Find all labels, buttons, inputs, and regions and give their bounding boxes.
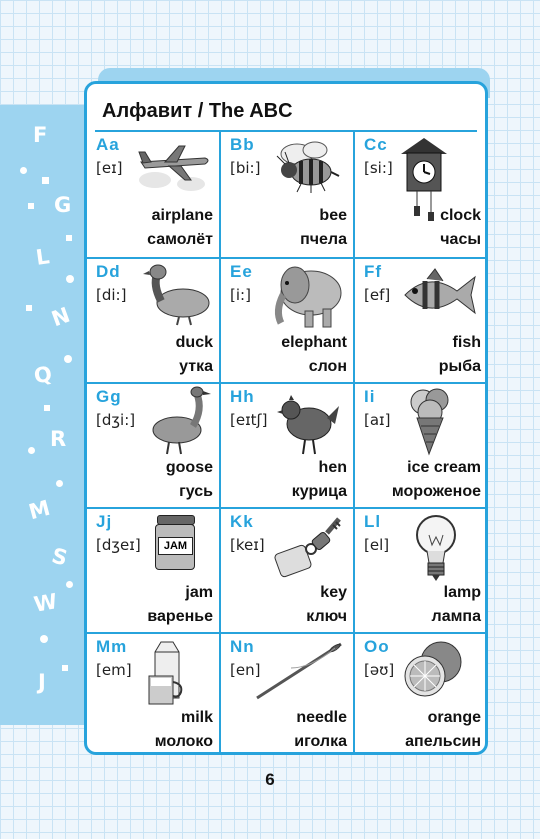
letter-pair: Bb: [230, 135, 255, 154]
side-letter: G: [54, 193, 72, 217]
transcription: [en]: [230, 661, 261, 679]
english-word: elephant: [281, 334, 347, 351]
decor-dot: [26, 305, 32, 311]
side-letter: R: [50, 427, 67, 451]
english-word: ice cream: [407, 459, 481, 476]
english-word: fish: [452, 334, 481, 351]
transcription: [əʊ]: [364, 661, 395, 679]
decor-dot: [28, 447, 35, 454]
elephant-icon: [265, 261, 347, 329]
russian-word: варенье: [147, 608, 213, 625]
side-letter: J: [38, 670, 46, 694]
letter-card-h: [221, 384, 353, 509]
english-word: bee: [319, 207, 347, 224]
english-word: clock: [440, 207, 481, 224]
letter-card-f: [355, 259, 487, 384]
transcription: [dʒeɪ]: [96, 536, 141, 554]
side-letter: F: [33, 123, 48, 147]
hen-icon: [273, 392, 343, 458]
side-letter: L: [34, 244, 51, 270]
key-icon: [271, 515, 347, 581]
side-letter: M: [26, 495, 53, 525]
russian-word: ключ: [306, 608, 347, 625]
russian-word: рыба: [438, 358, 481, 375]
russian-word: утка: [179, 358, 213, 375]
letter-card-e: [221, 259, 353, 384]
english-word: key: [320, 584, 347, 601]
side-letter: W: [32, 589, 60, 617]
decor-dot: [28, 203, 34, 209]
english-word: milk: [180, 709, 213, 726]
russian-word: апельсин: [405, 733, 481, 750]
letter-pair: Jj: [96, 512, 113, 531]
transcription: [aɪ]: [364, 411, 391, 429]
letter-pair: Gg: [96, 387, 122, 406]
decor-dot: [64, 355, 72, 363]
ice-cream-icon: [405, 386, 455, 456]
needle-icon: [251, 638, 347, 702]
letter-card-o: [355, 634, 487, 755]
english-word: lamp: [443, 584, 481, 601]
side-letter: Q: [32, 361, 54, 389]
page-number: 6: [265, 770, 275, 789]
russian-word: молоко: [154, 733, 213, 750]
alphabet-panel: [84, 81, 488, 755]
letter-pair: Dd: [96, 262, 121, 281]
letter-pair: Hh: [230, 387, 255, 406]
jar-label: JAM: [158, 537, 193, 555]
russian-word: лампа: [431, 608, 481, 625]
transcription: [keɪ]: [230, 536, 265, 554]
airplane-icon: [135, 136, 213, 196]
fish-icon: [399, 267, 481, 323]
letter-pair: Ll: [364, 512, 382, 531]
transcription: [bi:]: [230, 159, 261, 177]
decor-dot: [66, 235, 72, 241]
jam-jar-icon: [155, 515, 195, 571]
letter-pair: Mm: [96, 637, 128, 656]
transcription: [eɪ]: [96, 159, 123, 177]
decor-dot: [44, 405, 50, 411]
letter-pair: Ff: [364, 262, 383, 281]
letter-card-a: [87, 132, 219, 257]
letter-pair: Oo: [364, 637, 390, 656]
transcription: [eɪtʃ]: [230, 411, 268, 429]
transcription: [dʒi:]: [96, 411, 136, 429]
side-decor-strip: [0, 105, 84, 725]
transcription: [di:]: [96, 286, 127, 304]
english-word: goose: [165, 459, 213, 476]
english-word: duck: [175, 334, 213, 351]
decor-dot: [20, 167, 27, 174]
letter-pair: Nn: [230, 637, 255, 656]
goose-icon: [147, 386, 213, 456]
russian-word: курица: [291, 483, 347, 500]
russian-word: часы: [440, 231, 481, 248]
letter-card-c: [355, 132, 487, 257]
milk-icon: [147, 638, 191, 708]
english-word: jam: [185, 584, 213, 601]
letter-card-b: [221, 132, 353, 257]
letter-pair: Ee: [230, 262, 253, 281]
transcription: [em]: [96, 661, 132, 679]
letter-card-m: [87, 634, 219, 755]
letter-pair: Kk: [230, 512, 254, 531]
letter-pair: Ii: [364, 387, 376, 406]
decor-dot: [56, 480, 63, 487]
decor-dot: [42, 177, 49, 184]
decor-dot: [66, 275, 74, 283]
decor-dot: [40, 635, 48, 643]
decor-dot: [66, 581, 73, 588]
orange-icon: [401, 636, 467, 702]
side-letter: N: [48, 302, 74, 332]
letter-card-k: [221, 509, 353, 634]
letter-pair: Cc: [364, 135, 388, 154]
transcription: [i:]: [230, 286, 251, 304]
letter-card-i: [355, 384, 487, 509]
english-word: needle: [296, 709, 347, 726]
side-letter: S: [49, 543, 70, 571]
letter-card-g: [87, 384, 219, 509]
russian-word: мороженое: [391, 483, 481, 500]
russian-word: иголка: [294, 733, 347, 750]
english-word: orange: [427, 709, 481, 726]
transcription: [el]: [364, 536, 390, 554]
page-title: Алфавит / The ABC: [102, 100, 293, 122]
russian-word: самолёт: [147, 231, 213, 248]
english-word: hen: [318, 459, 347, 476]
russian-word: гусь: [179, 483, 213, 500]
russian-word: пчела: [300, 231, 347, 248]
transcription: [ef]: [364, 286, 391, 304]
duck-icon: [143, 261, 213, 327]
russian-word: слон: [308, 358, 347, 375]
letter-card-l: [355, 509, 487, 634]
light-bulb-icon: [411, 513, 461, 583]
letter-card-d: [87, 259, 219, 384]
letter-card-j: [87, 509, 219, 634]
transcription: [si:]: [364, 159, 393, 177]
letter-pair: Aa: [96, 135, 120, 154]
bee-icon: [271, 136, 347, 196]
letter-card-n: [221, 634, 353, 755]
decor-dot: [62, 665, 68, 671]
english-word: airplane: [151, 207, 213, 224]
